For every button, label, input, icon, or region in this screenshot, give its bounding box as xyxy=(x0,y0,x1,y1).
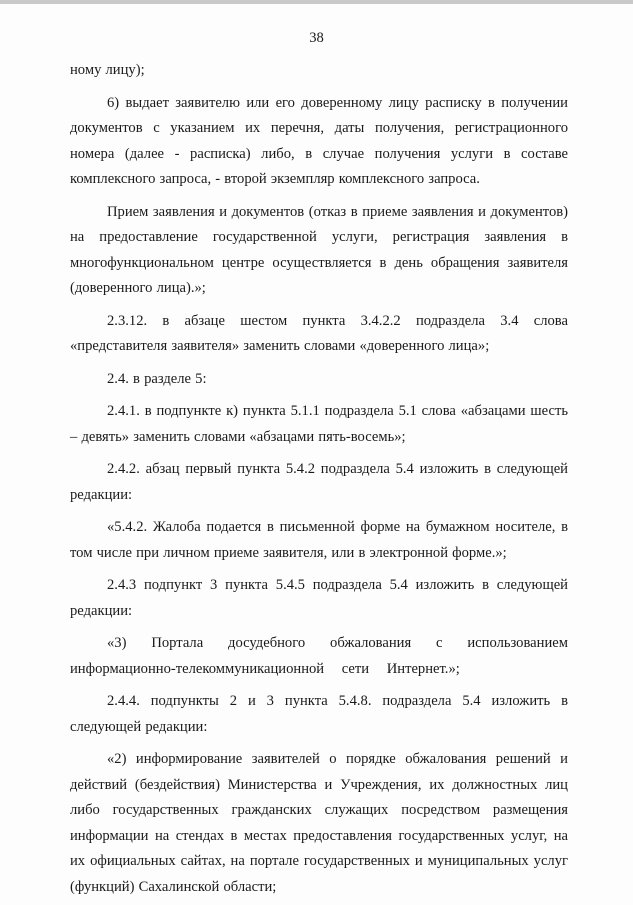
paragraph-2-4: 2.4. в разделе 5: xyxy=(107,370,207,387)
document-body xyxy=(70,58,568,900)
paragraph-2-4-3: 2.4.3 подпункт 3 пункта 5.4.5 подраздела 5.4 изложить в следующей редакции: xyxy=(70,577,568,619)
paragraph-2-3-12: 2.3.12. в абзаце шестом пункта 3.4.2.2 подраздела 3.4 слова «представителя заявителя» заменить словами «доверенного лица»; xyxy=(70,312,568,354)
paragraph-5-4-2-quote: «5.4.2. Жалоба подается в письменной форме на бумажном носителе, в том числе при личном приеме заявителя, или в электронной форме.»; xyxy=(70,519,568,561)
page-number: 38 xyxy=(309,30,324,46)
paragraph-item-3-quote: «3) Портала досудебного обжалования с использованием информационно-телекоммуникационной сети Интернет.»; xyxy=(70,635,568,677)
paragraph-continuation: ному лицу); xyxy=(70,62,145,78)
paragraph-2-4-1: 2.4.1. в подпункте к) пункта 5.1.1 подраздела 5.1 слова «абзацами шесть – девять» заменить словами «абзацами пять-восемь»; xyxy=(70,403,568,445)
paragraph-reception: Прием заявления и документов (отказ в приеме заявления и документов) на предоставление государственной услуги, регистрация заявления в многофункциональном центре осуществляется в день обращения заявителя (доверенного лица).»; xyxy=(70,203,568,296)
paragraph-2-4-2: 2.4.2. абзац первый пункта 5.4.2 подраздела 5.4 изложить в следующей редакции: xyxy=(70,461,568,503)
paragraph-item-6: 6) выдает заявителю или его доверенному лицу расписку в получении документов с указанием их перечня, даты получения, регистрационного номера (далее - расписка) либо, в случае получения услуги в составе комплексного запроса, - второй экземпляр комплексного запроса. xyxy=(70,94,568,187)
scan-top-edge xyxy=(0,0,633,4)
paragraph-item-2-quote: «2) информирование заявителей о порядке обжалования решений и действий (бездействия) Министерства и Учреждения, их должностных лиц либо государственных гражданских служащих посредством размещения информации на стендах в местах предоставления государственных услуг, на их официальных сайтах, на портале государственных и муниципальных услуг (функций) Сахалинской области; xyxy=(70,751,568,895)
paragraph-2-4-4: 2.4.4. подпункты 2 и 3 пункта 5.4.8. подраздела 5.4 изложить в следующей редакции: xyxy=(70,693,568,735)
